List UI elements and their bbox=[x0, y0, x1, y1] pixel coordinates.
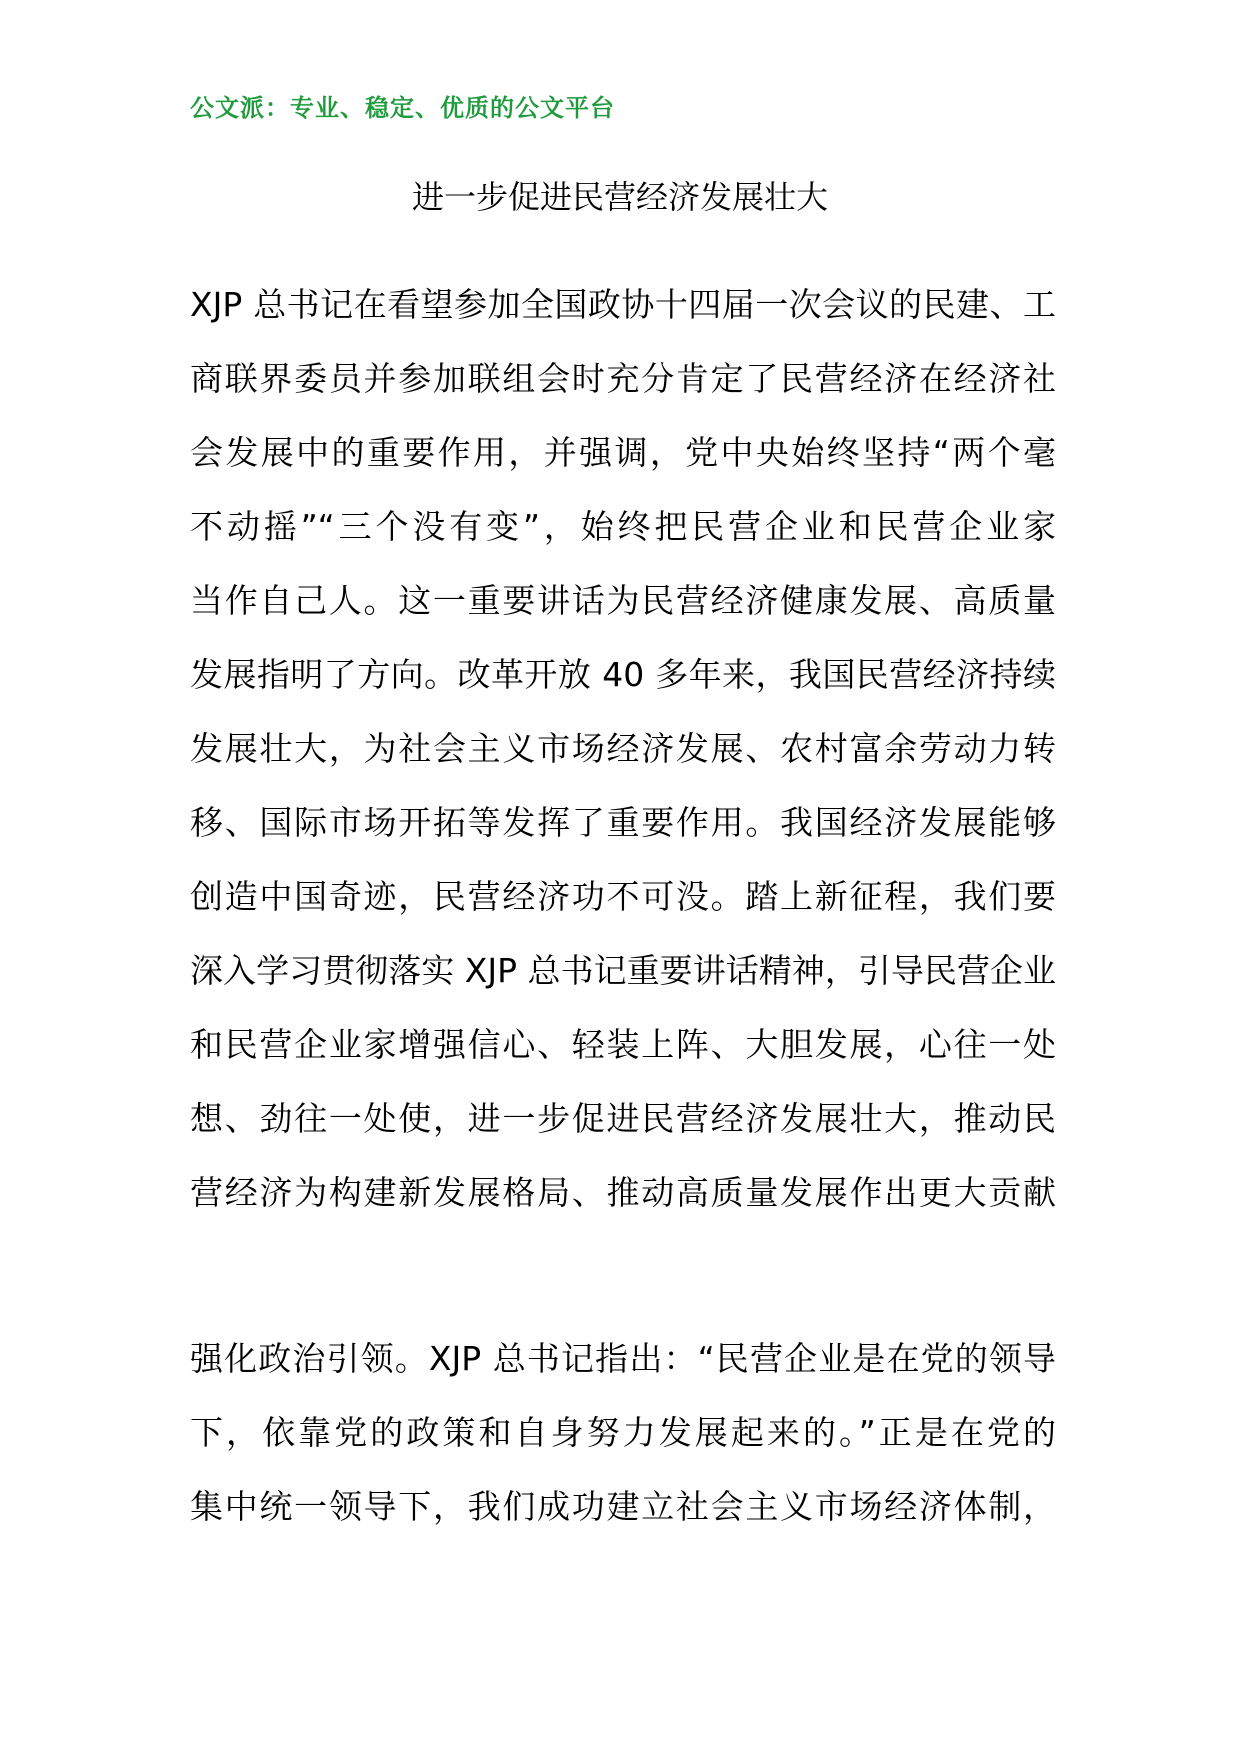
header-tagline: 公文派：专业、稳定、优质的公文平台 bbox=[190, 94, 615, 122]
paragraph-1 bbox=[190, 268, 1056, 1230]
paragraph-line: 当作自己人。这一重要讲话为民营经济健康发展、高质量 bbox=[190, 581, 1056, 620]
paragraph-line: 营经济为构建新发展格局、推动高质量发展作出更大贡献 bbox=[190, 1173, 1056, 1212]
paragraph-line: XJP 总书记在看望参加全国政协十四届一次会议的民建、工 bbox=[190, 285, 1056, 324]
paragraph-line: 创造中国奇迹，民营经济功不可没。踏上新征程，我们要 bbox=[190, 877, 1056, 916]
paragraph-line: 集中统一领导下，我们成功建立社会主义市场经济体制， bbox=[190, 1487, 1056, 1526]
paragraph-line: 商联界委员并参加联组会时充分肯定了民营经济在经济社 bbox=[190, 359, 1056, 398]
paragraph-line: 发展指明了方向。改革开放 40 多年来，我国民营经济持续 bbox=[190, 655, 1056, 694]
paragraph-line: 移、国际市场开拓等发挥了重要作用。我国经济发展能够 bbox=[190, 803, 1056, 842]
paragraph-line: 深入学习贯彻落实 XJP 总书记重要讲话精神，引导民营企业 bbox=[190, 951, 1056, 990]
paragraph-line: 想、劲往一处使，进一步促进民营经济发展壮大，推动民 bbox=[190, 1099, 1056, 1138]
paragraph-line: 发展壮大，为社会主义市场经济发展、农村富余劳动力转 bbox=[190, 729, 1056, 768]
paragraph-line: 强化政治引领。XJP 总书记指出：“民营企业是在党的领导 bbox=[190, 1339, 1056, 1378]
paragraph-line: 不动摇”“三个没有变”，始终把民营企业和民营企业家 bbox=[190, 507, 1056, 546]
paragraph-line: 和民营企业家增强信心、轻装上阵、大胆发展，心往一处 bbox=[190, 1025, 1056, 1064]
paragraph-2 bbox=[190, 1322, 1056, 1544]
paragraph-line: 下，依靠党的政策和自身努力发展起来的。”正是在党的 bbox=[190, 1413, 1056, 1452]
document-title: 进一步促进民营经济发展壮大 bbox=[411, 178, 828, 216]
paragraph-line: 会发展中的重要作用，并强调，党中央始终坚持“两个毫 bbox=[190, 433, 1056, 472]
